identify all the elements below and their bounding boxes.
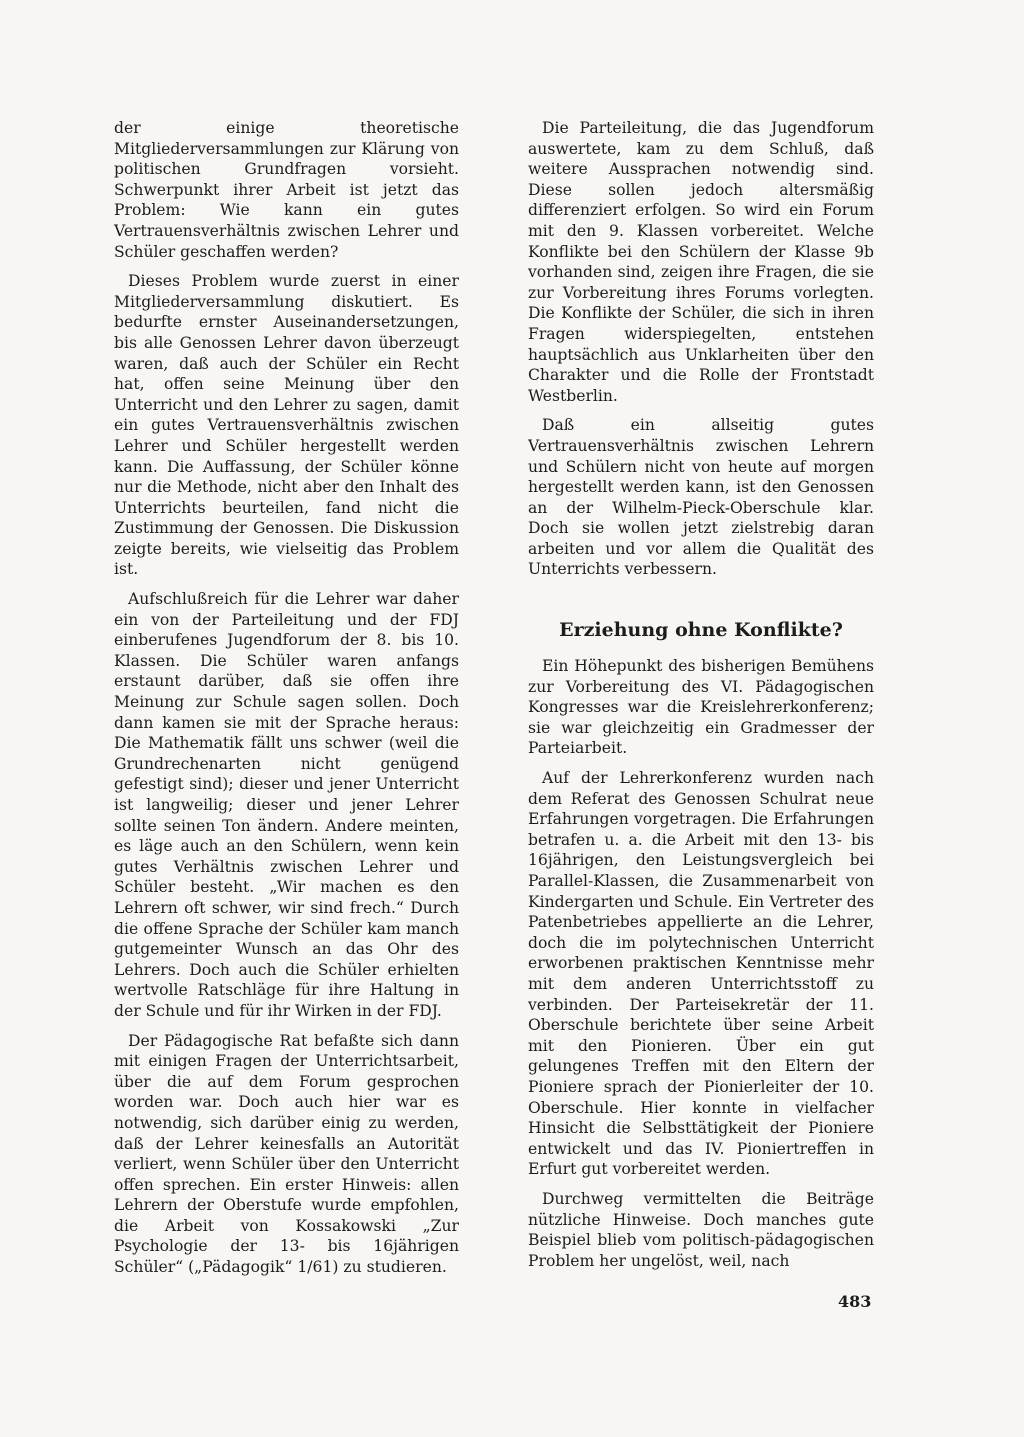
paragraph: Daß ein allseitig gutes Vertrauensverhältnis zwischen Lehrern und Schülern nicht von heute auf morgen hergestellt werden kann, ist den Genossen an der Wilhelm-Pieck-Oberschule klar. Doch sie wollen jetzt zielstrebig daran arbeiten und vor allem die Qualität des Unterrichts verbessern.	[528, 416, 874, 579]
paragraph: Auf der Lehrerkonferenz wurden nach dem Referat des Genossen Schulrat neue Erfahrungen vorgetragen. Die Erfahrungen betrafen u. a. die Arbeit mit den 13- bis 16jährigen, den Leistungsvergleich bei Parallel-Klassen, die Zusammenarbeit von Kindergarten und Schule. Ein Vertreter des Patenbetriebes appellierte an die Lehrer, doch die im polytechnischen Unterricht erworbenen praktischen Kenntnisse mehr mit dem anderen Unterrichtsstoff zu verbinden. Der Parteisekretär der 11. Oberschule berichtete über seine Arbeit mit den Pionieren. Über ein gut gelungenes Treffen mit den Eltern der Pioniere sprach der Pionierleiter der 10. Oberschule. Hier konnte in vielfacher Hinsicht die Selbsttätigkeit der Pioniere entwickelt und das IV. Pioniertreffen in Erfurt gut vorbereitet werden.	[528, 769, 874, 1179]
page-number: 483	[838, 1292, 872, 1311]
right-column	[528, 118, 874, 1280]
paragraph: Die Parteileitung, die das Jugendforum auswertete, kam zu dem Schluß, daß weitere Aussprachen notwendig sind. Diese sollen jedoch altersmäßig differenziert erfolgen. So wird ein Forum mit den 9. Klassen vorbereitet. Welche Konflikte bei den Schülern der Klasse 9b vorhanden sind, zeigen ihre Fragen, die sie zur Vorbereitung ihres Forums vorlegten. Die Konflikte der Schüler, die sich in ihren Fragen widerspiegelten, entstehen hauptsächlich aus Unklarheiten über den Charakter und die Rolle der Frontstadt Westberlin.	[528, 119, 874, 405]
paragraph: Dieses Problem wurde zuerst in einer Mitgliederversammlung diskutiert. Es bedurfte ernster Auseinandersetzungen, bis alle Genossen Lehrer davon überzeugt waren, daß auch der Schüler ein Recht hat, offen seine Meinung über den Unterricht und den Lehrer zu sagen, damit ein gutes Vertrauensverhältnis zwischen Lehrer und Schüler hergestellt werden kann. Die Auffassung, der Schüler könne nur die Methode, nicht aber den Inhalt des Unterrichts beurteilen, fand nicht die Zustimmung der Genossen. Die Diskussion zeigte bereits, wie vielseitig das Problem ist.	[114, 272, 459, 579]
paragraph: Der Pädagogische Rat befaßte sich dann mit einigen Fragen der Unterrichtsarbeit, über die auf dem Forum gesprochen worden war. Doch auch hier war es notwendig, sich darüber einig zu werden, daß der Lehrer keinesfalls an Autorität verliert, wenn Schüler über den Unterricht offen sprechen. Ein erster Hinweis: allen Lehrern der Oberstufe wurde empfohlen, die Arbeit von Kossakowski „Zur Psychologie der 13- bis 16jährigen Schüler“ („Pädagogik“ 1/61) zu studieren.	[114, 1031, 459, 1277]
left-column	[114, 118, 459, 1287]
paragraph: Ein Höhepunkt des bisherigen Bemühens zur Vorbereitung des VI. Pädagogischen Kongresses war die Kreislehrerkonferenz; sie war gleichzeitig ein Gradmesser der Parteiarbeit.	[528, 657, 874, 758]
paragraph: Aufschlußreich für die Lehrer war daher ein von der Parteileitung und der FDJ einberufenes Jugendforum der 8. bis 10. Klassen. Die Schüler waren anfangs erstaunt darüber, daß sie offen ihre Meinung zur Schule sagen sollen. Doch dann kamen sie mit der Sprache heraus: Die Mathematik fällt uns schwer (weil die Grundrechenarten nicht genügend gefestigt sind); dieser und jener Unterricht ist langweilig; dieser und jener Lehrer sollte seinen Ton ändern. Andere meinten, es läge auch an den Schülern, wenn kein gutes Verhältnis zwischen Lehrer und Schüler besteht. „Wir machen es den Lehrern oft schwer, wir sind frech.“ Durch die offene Sprache der Schüler kam manch gutgemeinter Wunsch an das Ohr des Lehrers. Doch auch die Schüler erhielten wertvolle Ratschläge für ihre Haltung in der Schule und für ihr Wirken in der FDJ.	[114, 590, 459, 1020]
section-heading: Erziehung ohne Konflikte?	[559, 619, 843, 642]
paragraph: der einige theoretische Mitgliederversammlungen zur Klärung von politischen Grundfragen vorsieht. Schwerpunkt ihrer Arbeit ist jetzt das Problem: Wie kann ein gutes Vertrauensverhältnis zwischen Lehrer und Schüler geschaffen werden?	[114, 119, 459, 261]
paragraph: Durchweg vermittelten die Beiträge nützliche Hinweise. Doch manches gute Beispiel blieb vom politisch-pädagogischen Problem her ungelöst, weil, nach	[528, 1189, 874, 1270]
